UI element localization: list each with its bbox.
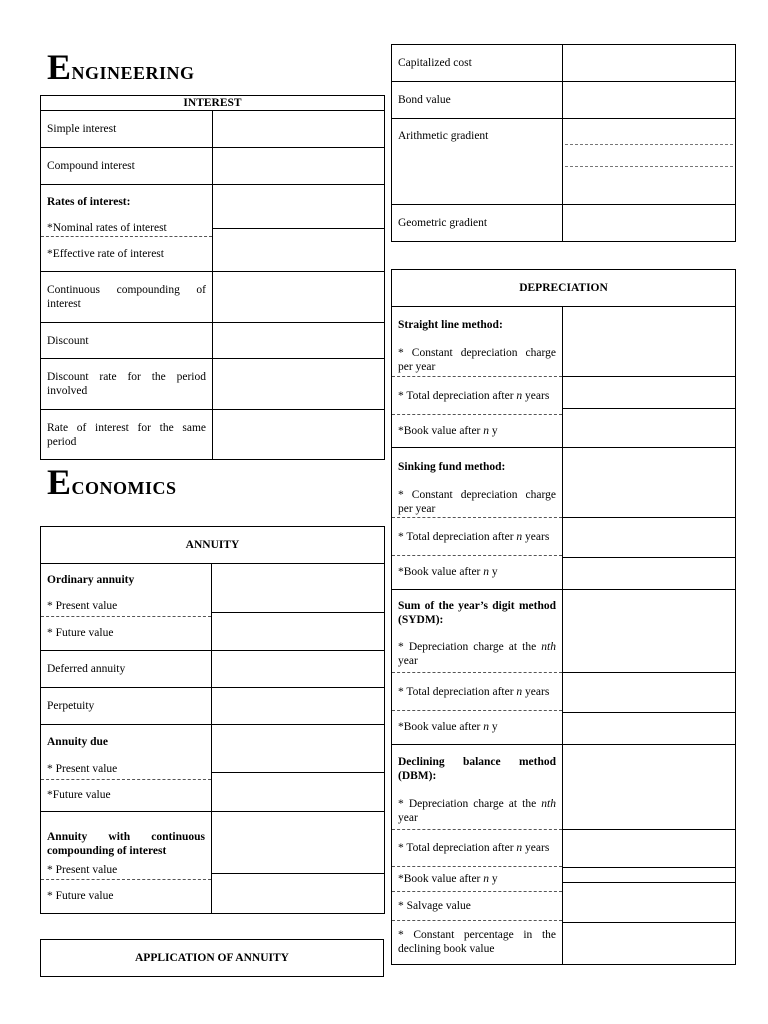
dbm-total-answer[interactable] — [563, 830, 735, 868]
sydm-total-label — [398, 685, 556, 699]
discount-answer[interactable] — [213, 323, 385, 359]
continuous-annuity-pv-label: * Present value — [47, 863, 118, 876]
dbm-cell — [392, 745, 563, 965]
sl-total-text-b: years — [522, 389, 550, 402]
dbm-salvage-label: * Salvage value — [398, 900, 471, 912]
rates-of-interest-title: Rates of interest: — [47, 196, 131, 208]
sl-book-text-b: y — [489, 424, 498, 437]
syd-charge-text-b: year — [398, 655, 418, 667]
continuous-annuity-title: Annuity with continuous compounding of interest — [47, 831, 205, 857]
sinking-fund-answer[interactable] — [563, 448, 736, 590]
sinking-fund-charge-label: * Constant depreciation charge per year — [398, 488, 556, 515]
continuous-annuity-pv-answer[interactable] — [212, 812, 384, 874]
geometric-gradient-label: Geometric gradient — [392, 205, 563, 242]
effective-rate-answer[interactable] — [213, 229, 384, 271]
ordinary-pv-answer[interactable] — [212, 564, 384, 613]
arithmetic-dash-1 — [565, 144, 733, 145]
rates-of-interest-cell — [41, 185, 213, 272]
interest-header: INTEREST — [41, 96, 385, 111]
dbm-book-label — [398, 872, 556, 886]
bond-value-answer[interactable] — [563, 82, 736, 119]
straight-line-charge-label: * Constant depreciation charge per year — [398, 346, 556, 373]
deferred-annuity-answer[interactable] — [212, 651, 385, 688]
sf-total-text-b: years — [522, 530, 550, 543]
nominal-rate-answer[interactable] — [213, 185, 384, 229]
ordinary-annuity-title: Ordinary annuity — [47, 574, 135, 586]
sf-book-text-a: *Book value after — [398, 566, 484, 578]
syd-total-text-b: years — [522, 685, 550, 698]
syd-book-n: n — [483, 720, 490, 733]
continuous-compounding-answer[interactable] — [213, 272, 385, 323]
sinking-fund-book-label — [398, 565, 556, 579]
continuous-annuity-cell — [41, 812, 212, 914]
arithmetic-gradient-answer[interactable] — [563, 119, 736, 205]
annuity-due-fv-label: *Future value — [47, 789, 111, 801]
dbm-book-answer[interactable] — [563, 868, 735, 883]
dbm-total-text-a: * Total depreciation after — [398, 842, 517, 854]
sl-book-answer[interactable] — [563, 409, 735, 447]
sl-total-n: n — [516, 389, 523, 402]
discount-rate-answer[interactable] — [213, 359, 385, 410]
depreciation-table — [391, 269, 736, 965]
perpetuity-label: Perpetuity — [41, 688, 212, 725]
sl-total-answer[interactable] — [563, 377, 735, 409]
straight-line-cell — [392, 307, 563, 448]
syd-charge-nth: nth — [541, 641, 556, 653]
simple-interest-answer[interactable] — [213, 111, 385, 148]
syd-total-text-a: * Total depreciation after — [398, 685, 517, 698]
continuous-annuity-fv-answer[interactable] — [212, 874, 384, 913]
annuity-due-fv-answer[interactable] — [212, 773, 384, 811]
continuous-compounding-label — [41, 272, 213, 323]
rate-same-period-text: Rate of interest for the same period — [47, 421, 206, 448]
annuity-table — [40, 526, 385, 914]
economics-title-rest: conomics — [71, 471, 177, 500]
geometric-gradient-answer[interactable] — [563, 205, 736, 242]
dbm-total-label — [398, 841, 556, 855]
engineering-title-cap: E — [47, 47, 72, 87]
sinking-fund-cell — [392, 448, 563, 590]
sydm-cell — [392, 590, 563, 745]
dbm-charge-nth: nth — [541, 798, 556, 810]
discount-rate-text: Discount rate for the period involved — [47, 371, 206, 397]
sl-total-text-a: * Total depreciation after — [398, 389, 517, 402]
dbm-book-text-b: y — [489, 873, 498, 885]
economics-title — [47, 464, 177, 500]
discount-label: Discount — [41, 323, 213, 359]
sinking-fund-title: Sinking fund method: — [398, 461, 506, 473]
dbm-total-n: n — [516, 842, 523, 854]
syd-charge-text-a: * Depreciation charge at the — [398, 641, 542, 653]
sl-charge-answer[interactable] — [563, 307, 735, 377]
arithmetic-dash-2 — [565, 166, 733, 167]
sydm-title: Sum of the year’s digit method (SYDM): — [398, 600, 556, 626]
sydm-book-label — [398, 720, 556, 734]
perpetuity-answer[interactable] — [212, 688, 385, 725]
sf-book-text-b: y — [489, 566, 498, 578]
annuity-due-answer[interactable] — [212, 725, 385, 812]
engineering-title — [47, 49, 195, 85]
straight-line-book-label — [398, 424, 556, 438]
effective-rate-label: *Effective rate of interest — [47, 247, 164, 260]
ordinary-annuity-answer[interactable] — [212, 564, 385, 651]
ordinary-annuity-cell — [41, 564, 212, 651]
sf-total-answer[interactable] — [563, 518, 735, 558]
dbm-charge-text-a: * Depreciation charge at the — [398, 798, 542, 810]
rate-same-period-label — [41, 410, 213, 460]
annuity-due-title: Annuity due — [47, 735, 109, 748]
sl-book-n: n — [483, 424, 490, 437]
dbm-percent-answer[interactable] — [563, 923, 735, 964]
dbm-percent-label: * Constant percentage in the declining book value — [398, 928, 556, 955]
straight-line-total-label — [398, 389, 556, 403]
straight-line-answer[interactable] — [563, 307, 736, 448]
sf-total-text-a: * Total depreciation after — [398, 530, 517, 543]
sinking-fund-total-label — [398, 530, 556, 544]
syd-book-text-a: *Book value after — [398, 720, 484, 733]
bond-value-label: Bond value — [392, 82, 563, 119]
application-of-annuity-header: APPLICATION OF ANNUITY — [40, 939, 384, 977]
syd-total-n: n — [516, 685, 523, 698]
dbm-answer[interactable] — [563, 745, 736, 965]
dbm-charge-answer[interactable] — [563, 745, 735, 830]
sl-book-text-a: *Book value after — [398, 424, 484, 437]
capitalized-cost-label: Capitalized cost — [392, 45, 563, 82]
syd-book-text-b: y — [489, 720, 498, 733]
compound-interest-label: Compound interest — [41, 148, 213, 185]
dbm-book-text-a: *Book value after — [398, 873, 484, 885]
continuous-annuity-fv-label: * Future value — [47, 890, 114, 902]
dbm-charge-label — [398, 797, 556, 825]
depreciation-header: DEPRECIATION — [392, 270, 736, 307]
sf-charge-answer[interactable] — [563, 448, 735, 518]
arithmetic-gradient-label: Arithmetic gradient — [392, 119, 563, 205]
continuous-annuity-answer[interactable] — [212, 812, 385, 914]
rate-same-period-answer[interactable] — [213, 410, 385, 460]
syd-charge-answer[interactable] — [563, 590, 735, 673]
compound-interest-answer[interactable] — [213, 148, 385, 185]
continuous-compounding-text: Continuous compounding of interest — [47, 284, 206, 310]
dbm-book-n: n — [483, 873, 490, 885]
nominal-rate-label: *Nominal rates of interest — [47, 221, 167, 234]
dbm-title: Declining balance method (DBM): — [398, 756, 556, 782]
interest-table — [40, 95, 385, 460]
ordinary-fv-label: * Future value — [47, 627, 114, 639]
ordinary-pv-label: * Present value — [47, 600, 118, 612]
ordinary-fv-answer[interactable] — [212, 613, 384, 650]
syd-book-answer[interactable] — [563, 713, 735, 744]
annuity-header: ANNUITY — [41, 527, 385, 564]
sf-total-n: n — [516, 530, 523, 543]
discount-rate-label — [41, 359, 213, 410]
annuity-due-cell — [41, 725, 212, 812]
engineering-title-rest: ngineering — [71, 56, 195, 85]
sf-book-n: n — [483, 566, 490, 578]
sf-book-answer[interactable] — [563, 558, 735, 589]
dbm-total-text-b: years — [522, 842, 550, 854]
dbm-salvage-answer[interactable] — [563, 883, 735, 923]
capitalized-cost-answer[interactable] — [563, 45, 736, 82]
rates-of-interest-answer[interactable] — [213, 185, 385, 272]
economics-title-cap: E — [47, 462, 72, 502]
syd-total-answer[interactable] — [563, 673, 735, 713]
misc-table — [391, 44, 736, 242]
annuity-due-pv-answer[interactable] — [212, 725, 384, 773]
sydm-answer[interactable] — [563, 590, 736, 745]
straight-line-title: Straight line method: — [398, 319, 503, 331]
dbm-charge-text-b: year — [398, 812, 418, 824]
sydm-charge-label — [398, 640, 556, 668]
deferred-annuity-label: Deferred annuity — [41, 651, 212, 688]
simple-interest-label: Simple interest — [41, 111, 213, 148]
annuity-due-pv-label: * Present value — [47, 762, 118, 775]
